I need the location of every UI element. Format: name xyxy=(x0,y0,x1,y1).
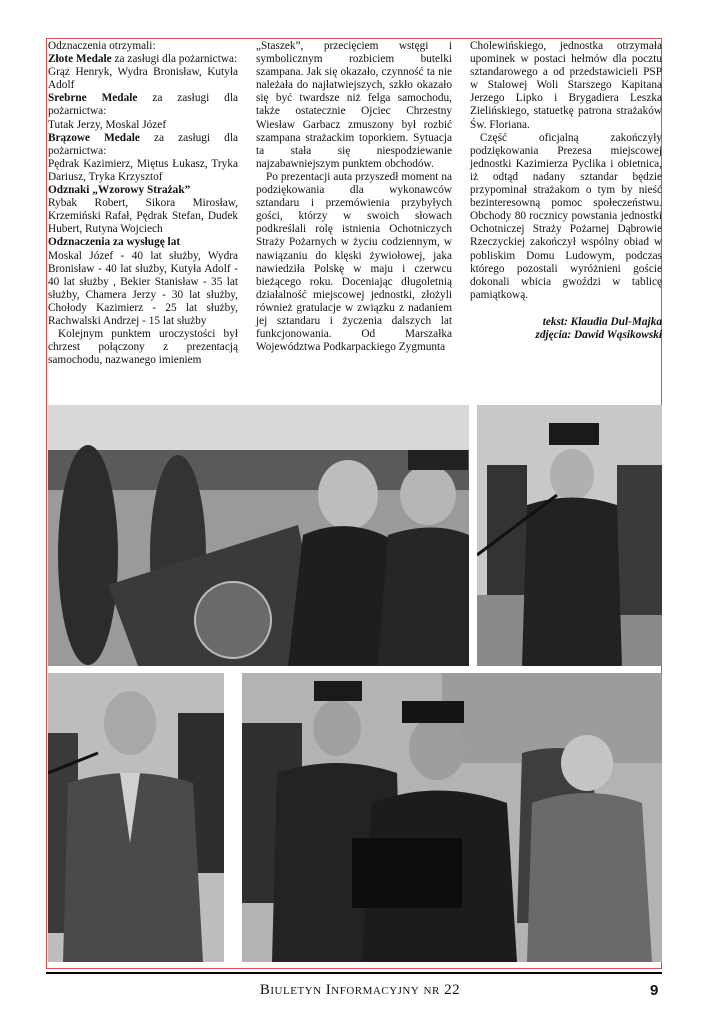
photo-credit: zdjęcia: Dawid Wąsikowski xyxy=(535,328,662,341)
photo-guest-speaker xyxy=(48,673,224,962)
bronze-medals: Brązowe Medale za zasługi dla pożarnictwa: xyxy=(48,131,238,157)
gold-names: Grąz Henryk, Wydra Bronisław, Kutyła Adolf xyxy=(48,66,238,92)
paragraph: Cholewińskiego, jednostka otrzymała upominek w postaci hełmów dla pocztu sztandarowego a od przedstawicieli PSP w Stalowej Woli Starszego Kapitana Jerzego Lipko i Brygadiera Leszka Zielińskiego, statuetkę patrona strażaków Św. Floriana. xyxy=(470,40,662,131)
silver-medals: Srebrne Medale za zasługi dla pożarnictwa: xyxy=(48,92,238,118)
text-column-2 xyxy=(256,40,452,354)
awards-heading: Odznaczenia otrzymali: xyxy=(48,40,156,52)
footer-title: Biuletyn Informacyjny nr 22 xyxy=(259,982,461,998)
paragraph: Po prezentacji auta przyszedł moment na podziękowania dla wykonawców sztandaru i przemówienia przybyłych gości, którzy w swoich słowach podkreślali rolę istnienia Ochotniczych Straży Pożarnych w życiu codziennym, w nawiązaniu do klęski żywiołowej, jaka nawiedziła Polskę w maju i czerwcu bieżącego roku. Doceniając długoletnią działalność miejscowej jednostki, złożyli również gratulacje w związku z nadaniem jej sztandaru i życzenia dalszych lat funkcjonowania. Od Marszałka Województwa Podkarpackiego Zygmunta xyxy=(256,170,452,354)
text-credit: tekst: Klaudia Dul-Majka xyxy=(542,315,662,328)
text-column-1 xyxy=(48,40,238,367)
paragraph: Kolejnym punktem uroczystości był chrzest połączony z prezentacją samochodu, nazwanego imieniem xyxy=(48,328,238,367)
photo-banner-ceremony xyxy=(48,405,469,666)
text-column-3 xyxy=(470,40,662,342)
footer-rule xyxy=(46,972,662,974)
service-years-names: Moskal Józef - 40 lat służby, Wydra Bronisław - 40 lat służby, Kutyła Adolf - 40 lat służby , Bekier Stanisław - 35 lat służby, Chamera Jerzy - 30 lat służby, Chołody Kazimierz - 25 lat służby, Rachwalski Andrzej - 15 lat służby xyxy=(48,249,238,327)
silver-names: Tutak Jerzy, Moskal Józef xyxy=(48,118,167,131)
model-firefighter-names: Rybak Robert, Sikora Mirosław, Krzemiński Rafał, Pędrak Stefan, Dudek Hubert, Rutyna Wojciech xyxy=(48,197,238,236)
photo-commanders-speech xyxy=(242,673,662,962)
paragraph: „Staszek”, przecięciem wstęgi i symbolicznym rozbiciem butelki szampana. Jak się okazało, czynność ta nie należała do najłatwiejszych, szkło okazało się być twardsze niż felga samochodu, także ostatecznie Ojciec Chrzestny Wiesław Garbacz zmuszony był rozbić szampana strażackim toporkiem. Sytuacja ta stała się niespodziewanie najzabawniejszym punktem obchodów. xyxy=(256,40,452,170)
gold-medals: Złote Medale za zasługi dla pożarnictwa: xyxy=(48,53,238,66)
paragraph: Część oficjalną zakończyły podziękowania Prezesa miejscowej jednostki Kazimierza Pyclika i obietnica, iż odtąd nadany sztandar będzie przypominał strażakom o tym by nieść bezinteresowną pomoc społeczeństwu. Obchody 80 rocznicy powstania jednostki Ochotniczej Straży Pożarnej Dąbrowie Rzeczyckiej zakończył wspólny obiad w pobliskim Domu Ludowym, podczas którego pozostali wyróżnieni goście dokonali wbicia gwoździ w tablicę pamiątkową. xyxy=(470,131,662,301)
model-firefighter-heading: Odznaki „Wzorowy Strażak” xyxy=(48,184,191,197)
page-number: 9 xyxy=(650,982,659,999)
service-years-heading: Odznaczenia za wysługę lat xyxy=(48,236,181,249)
bronze-names: Pędrak Kazimierz, Miętus Łukasz, Tryka Dariusz, Tryka Krzysztof xyxy=(48,157,238,183)
photo-officer-speech xyxy=(477,405,662,666)
